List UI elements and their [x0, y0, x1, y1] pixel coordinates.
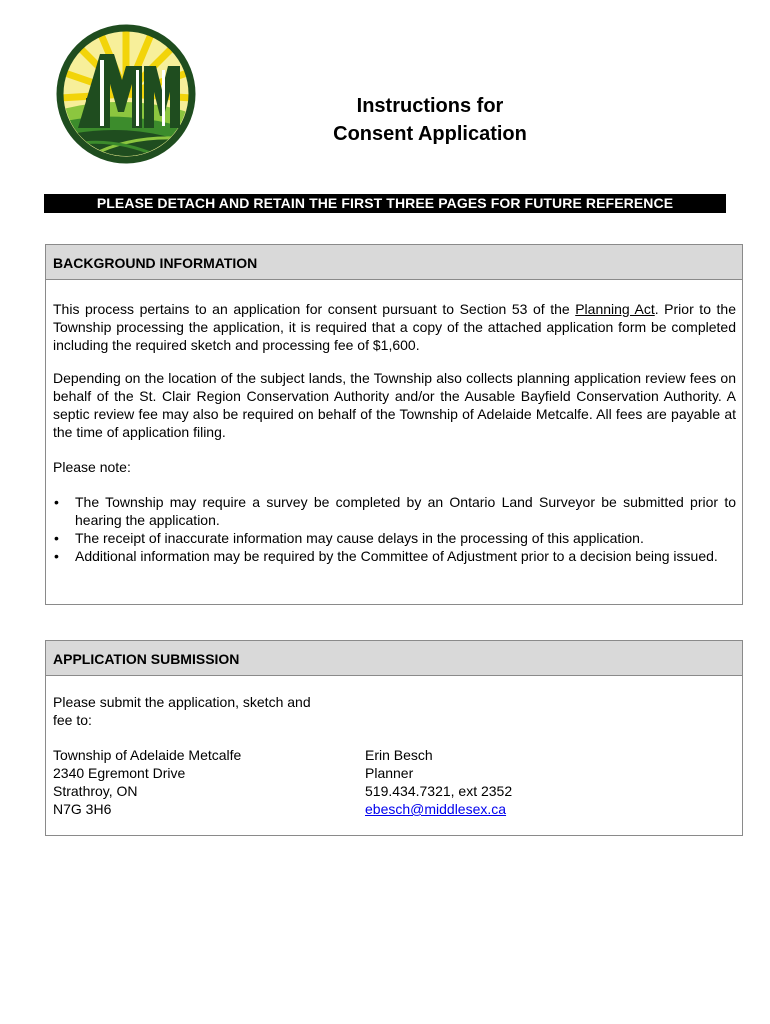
application-submission-heading: APPLICATION SUBMISSION [46, 641, 742, 676]
contact-info [365, 746, 512, 818]
township-logo [52, 20, 200, 168]
contact-title: Planner [365, 765, 414, 781]
mailing-address [53, 746, 241, 818]
title-line-1: Instructions for [356, 95, 504, 117]
contact-email-link[interactable]: ebesch@middlesex.ca [365, 801, 507, 817]
notes-list [53, 493, 736, 565]
list-item: • The Township may require a survey be completed by an Ontario Land Surveyor be submitted prior to hearing the application. [53, 493, 736, 529]
intro-line-2: fee to: [53, 712, 92, 728]
list-item: • Additional information may be required by the Committee of Adjustment prior to a decision being issued. [53, 547, 736, 565]
address-line: Strathroy, ON [53, 783, 138, 799]
background-information-section [45, 244, 743, 605]
address-line: N7G 3H6 [53, 801, 112, 817]
planning-act-reference: Planning Act [575, 301, 655, 317]
paragraph-1-text: This process pertains to an application for consent pursuant to Section 53 of the [53, 301, 576, 317]
paragraph-1-text-cont: . Prior to the Township processing the application, it is required that a copy of the attached application form be completed including the required sketch and processing fee of $1,600. [53, 301, 736, 353]
application-submission-section [45, 640, 743, 836]
background-paragraph-2: Depending on the location of the subject lands, the Township also collects planning application review fees on behalf of the St. Clair Region Conservation Authority and/or the Ausable Bayfield Conservation Authority. A septic review fee may also be required on behalf of the Township of Adelaide Metcalfe. All fees are payable at the time of application filing. [53, 370, 736, 440]
please-note-label: Please note: [53, 459, 131, 475]
background-information-heading: BACKGROUND INFORMATION [46, 245, 742, 280]
contact-phone: 519.434.7321, ext 2352 [365, 783, 513, 799]
page-title [280, 92, 580, 148]
background-paragraph-1 [53, 300, 736, 354]
contact-name: Erin Besch [365, 747, 433, 763]
address-line: Township of Adelaide Metcalfe [53, 747, 242, 763]
address-line: 2340 Egremont Drive [53, 765, 186, 781]
detach-notice-banner: PLEASE DETACH AND RETAIN THE FIRST THREE PAGES FOR FUTURE REFERENCE [44, 194, 726, 213]
list-item: • The receipt of inaccurate information may cause delays in the processing of this application. [53, 529, 736, 547]
intro-line-1: Please submit the application, sketch and [53, 694, 311, 710]
title-line-2: Consent Application [333, 123, 527, 145]
submission-intro [53, 693, 311, 729]
